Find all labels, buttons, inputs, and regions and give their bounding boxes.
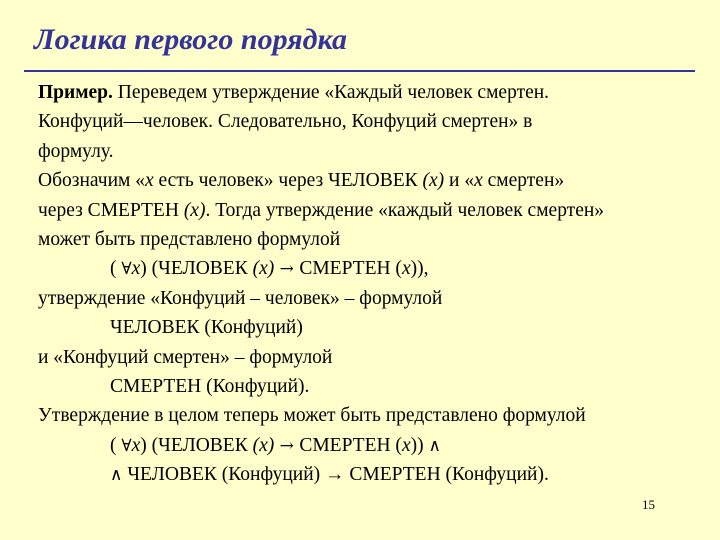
page-number: 15	[642, 497, 655, 512]
text-span: ))	[410, 434, 429, 456]
variable: x	[131, 258, 141, 280]
body-line-4	[38, 166, 698, 195]
body-line-10: и «Конфуций смертен» – формулой	[38, 346, 333, 368]
variable: x	[401, 434, 411, 456]
slide-title: Логика первого порядка	[34, 23, 347, 56]
formula-2: ЧЕЛОВЕК (Конфуций)	[110, 317, 303, 339]
formula-5	[38, 460, 698, 489]
text-span: Переведем утверждение «Каждый человек смертен.	[112, 82, 550, 103]
variable: x	[144, 170, 154, 192]
body-line-3: формулу.	[38, 140, 114, 162]
text-span: ) (ЧЕЛОВЕК	[140, 258, 253, 280]
text-span: и «	[444, 170, 475, 192]
implies-arrow: →	[274, 259, 300, 280]
predicate-argument: (x)	[422, 170, 445, 192]
text-span: смертен»	[482, 170, 565, 192]
text-span: Обозначим «	[38, 170, 145, 192]
title-divider	[24, 70, 695, 72]
text-span: есть человек» через ЧЕЛОВЕК	[153, 170, 423, 192]
predicate-argument: (x)	[252, 258, 275, 280]
text-span: ЧЕЛОВЕК (Конфуций) → СМЕРТЕН (Конфуций).	[122, 464, 549, 486]
body-line-5	[38, 196, 698, 225]
forall-symbol: ∀	[121, 259, 132, 280]
text-span: СМЕРТЕН (	[299, 434, 402, 456]
variable: x	[131, 434, 141, 456]
body-line-6: может быть представлено формулой	[38, 228, 341, 250]
body-line-2: Конфуций—человек. Следовательно, Конфуций смертен» в	[38, 111, 533, 133]
text-span: ) (ЧЕЛОВЕК	[140, 434, 253, 456]
text-span: (	[110, 258, 122, 280]
variable: x	[401, 258, 411, 280]
body-line-1	[38, 78, 698, 107]
formula-1	[38, 254, 698, 283]
predicate-argument: (x)	[252, 434, 275, 456]
predicate-argument: (x)	[183, 199, 206, 221]
example-label: Пример.	[38, 82, 113, 103]
text-span: СМЕРТЕН (	[299, 258, 402, 280]
text-span: через СМЕРТЕН	[38, 199, 184, 221]
formula-4	[38, 431, 698, 460]
text-span: (	[110, 434, 122, 456]
implies-arrow: →	[274, 435, 300, 456]
text-span: )),	[410, 258, 429, 280]
text-span: . Тогда утверждение «каждый человек смертен»	[205, 199, 605, 221]
body-line-8: утверждение «Конфуций – человек» – формулой	[38, 287, 443, 309]
body-line-12: Утверждение в целом теперь может быть представлено формулой	[38, 405, 586, 427]
variable: x	[474, 170, 483, 192]
forall-symbol: ∀	[121, 435, 132, 456]
slide-body	[38, 78, 698, 489]
and-symbol: ∧	[110, 465, 123, 486]
and-symbol: ∧	[428, 435, 441, 456]
formula-3: СМЕРТЕН (Конфуций).	[110, 375, 310, 397]
